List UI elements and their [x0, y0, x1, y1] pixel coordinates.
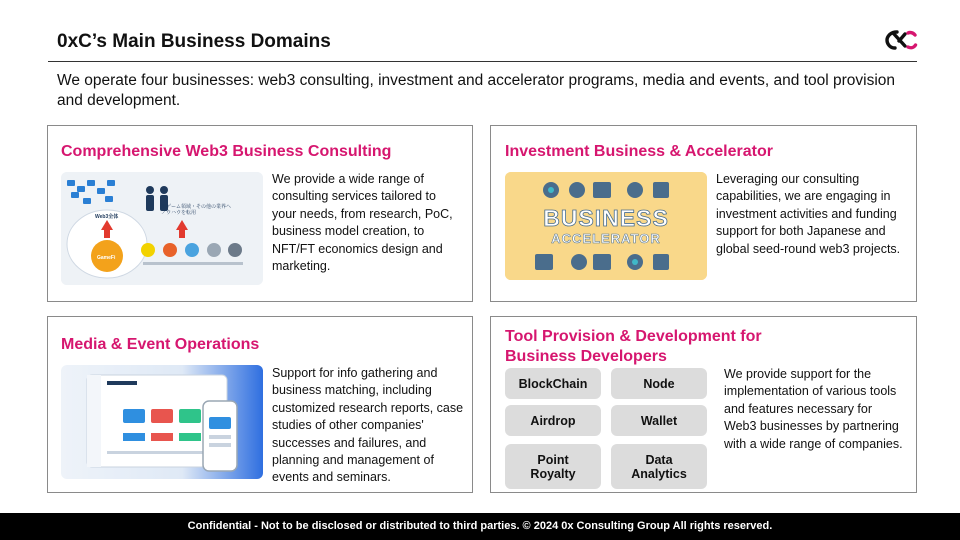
consulting-card	[47, 125, 473, 302]
tool-data-analytics: Data Analytics	[611, 444, 707, 489]
consulting-title: Comprehensive Web3 Business Consulting	[61, 143, 392, 160]
tool-blockchain: BlockChain	[505, 368, 601, 399]
page-title: 0xC’s Main Business Domains	[57, 31, 331, 52]
tools-title: Tool Provision & Development for Business Developers	[505, 328, 762, 365]
tools-description: We provide support for the implementation of various tools and features necessary for Web3 businesses by partnering with a wide range of companies.	[724, 367, 903, 451]
image-text-business: BUSINESS	[543, 205, 669, 231]
consulting-image	[61, 172, 263, 285]
image-label-web3: Web3全体	[95, 214, 119, 220]
image-label-game: 非ゲーム領域・その他の業界へ ノウハウを転用	[161, 204, 232, 216]
tools-card	[490, 316, 917, 493]
tool-wallet: Wallet	[611, 405, 707, 436]
confidentiality-footer: Confidential - Not to be disclosed or distributed to third parties. © 2024 0x Consulting Group All rights reserved.	[0, 513, 960, 540]
image-text-accelerator: ACCELERATOR	[551, 231, 661, 246]
media-platform-image	[61, 365, 263, 479]
investment-description: Leveraging our consulting capabilities, we are engaging in investment activities and funding support for both Japanese and global seed-round web3 projects.	[716, 172, 901, 256]
accelerator-image	[505, 172, 707, 280]
title-divider	[48, 61, 917, 62]
media-title: Media & Event Operations	[61, 336, 260, 353]
consulting-description: We provide a wide range of consulting services tailored to your needs, from research, PoC, business model creation, to NFT/FT economics design and marketing.	[272, 172, 453, 274]
investment-title: Investment Business & Accelerator	[505, 143, 773, 160]
image-label-gamefi: GameFi	[97, 255, 116, 261]
media-card	[47, 316, 473, 493]
company-logo	[884, 29, 918, 51]
investment-card	[490, 125, 917, 302]
tool-node: Node	[611, 368, 707, 399]
tool-point-royalty: Point Royalty	[505, 444, 601, 489]
tool-airdrop: Airdrop	[505, 405, 601, 436]
intro-text: We operate four businesses: web3 consulting, investment and accelerator programs, media and events, and tool provision and development.	[57, 72, 896, 109]
media-description: Support for info gathering and business matching, including customized research reports, case studies of other companies' successes and failures, and planning and management of events and seminars.	[272, 366, 464, 485]
